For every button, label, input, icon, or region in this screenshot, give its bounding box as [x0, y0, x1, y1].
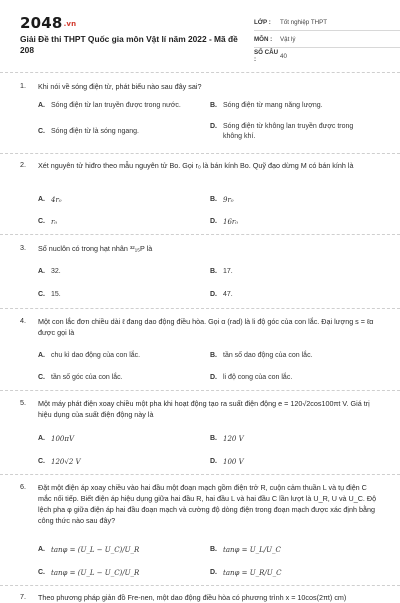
option-text: li độ cong của con lắc. — [223, 374, 293, 381]
meta-value: 40 — [280, 52, 287, 60]
meta-label: SỐ CÂU : — [254, 49, 279, 63]
option-text: Sóng điện từ là sóng ngang. — [51, 128, 139, 135]
option-letter: C. — [38, 458, 45, 465]
question-7 — [20, 592, 382, 602]
option-letter: A. — [38, 352, 45, 359]
option-letter: D. — [210, 123, 217, 130]
question-text: Một con lắc đơn chiều dài ℓ đang dao động điều hòa. Gọi α (rad) là li độ góc của con lắc. Đại lượng s = ℓα được gọi là — [38, 317, 374, 337]
option-text: Sóng điện từ mang năng lượng. — [223, 102, 323, 109]
divider — [0, 585, 400, 586]
option-letter: A. — [38, 268, 45, 275]
option-letter: C. — [38, 218, 45, 225]
option-letter: D. — [210, 291, 217, 298]
option-text: 17. — [223, 268, 233, 275]
question-text: Khi nói về sóng điện từ, phát biểu nào sau đây sai? — [38, 82, 202, 91]
option-letter: B. — [210, 435, 217, 442]
option-letter: A. — [38, 435, 45, 442]
option-letter: D. — [210, 374, 217, 381]
option-text: 47. — [223, 291, 233, 298]
question-text: Một máy phát điện xoay chiều một pha khi hoạt động tạo ra suất điện động e = 120√2cos100πt V. Giá trị hiệu dụng của suất điện động này là — [38, 399, 370, 419]
option-text: 9r₀ — [223, 196, 234, 204]
option-letter: C. — [38, 569, 45, 576]
option-text: 16r₀ — [223, 218, 239, 226]
option-text: Sóng điện từ không lan truyền được trong không khí. — [223, 123, 354, 140]
meta-table — [254, 14, 400, 64]
option-letter: C. — [38, 291, 45, 298]
meta-label: MÔN : — [254, 35, 273, 43]
meta-label: LỚP : — [254, 18, 271, 26]
question-number: 2. — [20, 160, 26, 169]
option-text: tanφ = U_R/U_C — [223, 569, 282, 577]
option-text: tanφ = (U_L − U_C)/U_R — [51, 569, 140, 577]
meta-value: Tốt nghiệp THPT — [280, 18, 328, 26]
document-header — [20, 14, 380, 66]
meta-row-class — [254, 14, 400, 31]
divider — [0, 153, 400, 154]
option-letter: D. — [210, 458, 217, 465]
option-letter: C. — [38, 374, 45, 381]
question-2 — [20, 160, 382, 230]
question-number: 5. — [20, 398, 26, 407]
option-letter: B. — [210, 196, 217, 203]
option-letter: A. — [38, 102, 45, 109]
question-number: 1. — [20, 81, 26, 90]
option-letter: A. — [38, 196, 45, 203]
question-text: Theo phương pháp giản đồ Fre-nen, một dao động điều hòa có phương trình x = 10cos(2πt) cm) — [38, 593, 347, 602]
divider — [0, 72, 400, 73]
question-text: Số nuclôn có trong hạt nhân ³²₁₅P là — [38, 244, 153, 253]
question-number: 3. — [20, 243, 26, 252]
option-letter: B. — [210, 546, 217, 553]
option-text: tần số góc của con lắc. — [51, 374, 123, 381]
document-title: Giải Đề thi THPT Quốc gia môn Vật lí năm 2022 - Mã đề 208 — [20, 34, 238, 55]
option-text: 32. — [51, 268, 61, 275]
option-letter: D. — [210, 218, 217, 225]
option-letter: D. — [210, 569, 217, 576]
question-6 — [20, 482, 382, 582]
question-text: Xét nguyên tử hiđro theo mẫu nguyên tử Bo. Gọi r₀ là bán kính Bo. Quỹ đạo dừng M có bán kính là — [38, 161, 354, 170]
divider — [0, 234, 400, 235]
option-text: 120 V — [223, 435, 244, 443]
question-3 — [20, 243, 382, 305]
question-number: 6. — [20, 482, 26, 491]
question-1 — [20, 81, 382, 151]
meta-row-count — [254, 48, 400, 64]
option-text: r₀ — [51, 218, 58, 226]
meta-row-subject — [254, 31, 400, 48]
option-text: 100 V — [223, 458, 244, 466]
option-letter: A. — [38, 546, 45, 553]
option-text: Sóng điện từ lan truyền được trong nước. — [51, 102, 181, 109]
logo-suffix: .vn — [63, 19, 77, 28]
option-text: 100πV — [51, 435, 75, 443]
option-letter: B. — [210, 352, 217, 359]
divider — [0, 390, 400, 391]
divider — [0, 474, 400, 475]
option-text: chu kì dao động của con lắc. — [51, 352, 141, 359]
option-text: 4r₀ — [51, 196, 62, 204]
logo-text: 2048 — [20, 14, 63, 32]
meta-value: Vật lý — [280, 35, 296, 43]
option-text: 15. — [51, 291, 61, 298]
option-text: tần số dao động của con lắc. — [223, 352, 313, 359]
question-5 — [20, 398, 382, 470]
option-letter: C. — [38, 128, 45, 135]
option-letter: B. — [210, 268, 217, 275]
option-text: tanφ = (U_L − U_C)/U_R — [51, 546, 140, 554]
divider — [0, 308, 400, 309]
question-4 — [20, 316, 382, 386]
question-number: 7. — [20, 592, 26, 601]
option-text: 120√2 V — [51, 458, 81, 466]
option-letter: B. — [210, 102, 217, 109]
question-text: Đặt một điện áp xoay chiều vào hai đầu một đoạn mạch gồm điện trở R, cuộn cảm thuần L và tụ điện C mắc nối tiếp. Biết điện áp hiệu dụng giữa hai đầu R, hai đầu L và hai đầu C lần lượt là U_R, U và U_C. Độ lệch pha φ giữa điện áp hai đầu đoạn mạch và cường độ dòng điện trong đoạn mạch được xác định bằng công thức nào sau đây? — [38, 483, 377, 525]
question-number: 4. — [20, 316, 26, 325]
option-text: tanφ = U_L/U_C — [223, 546, 281, 554]
